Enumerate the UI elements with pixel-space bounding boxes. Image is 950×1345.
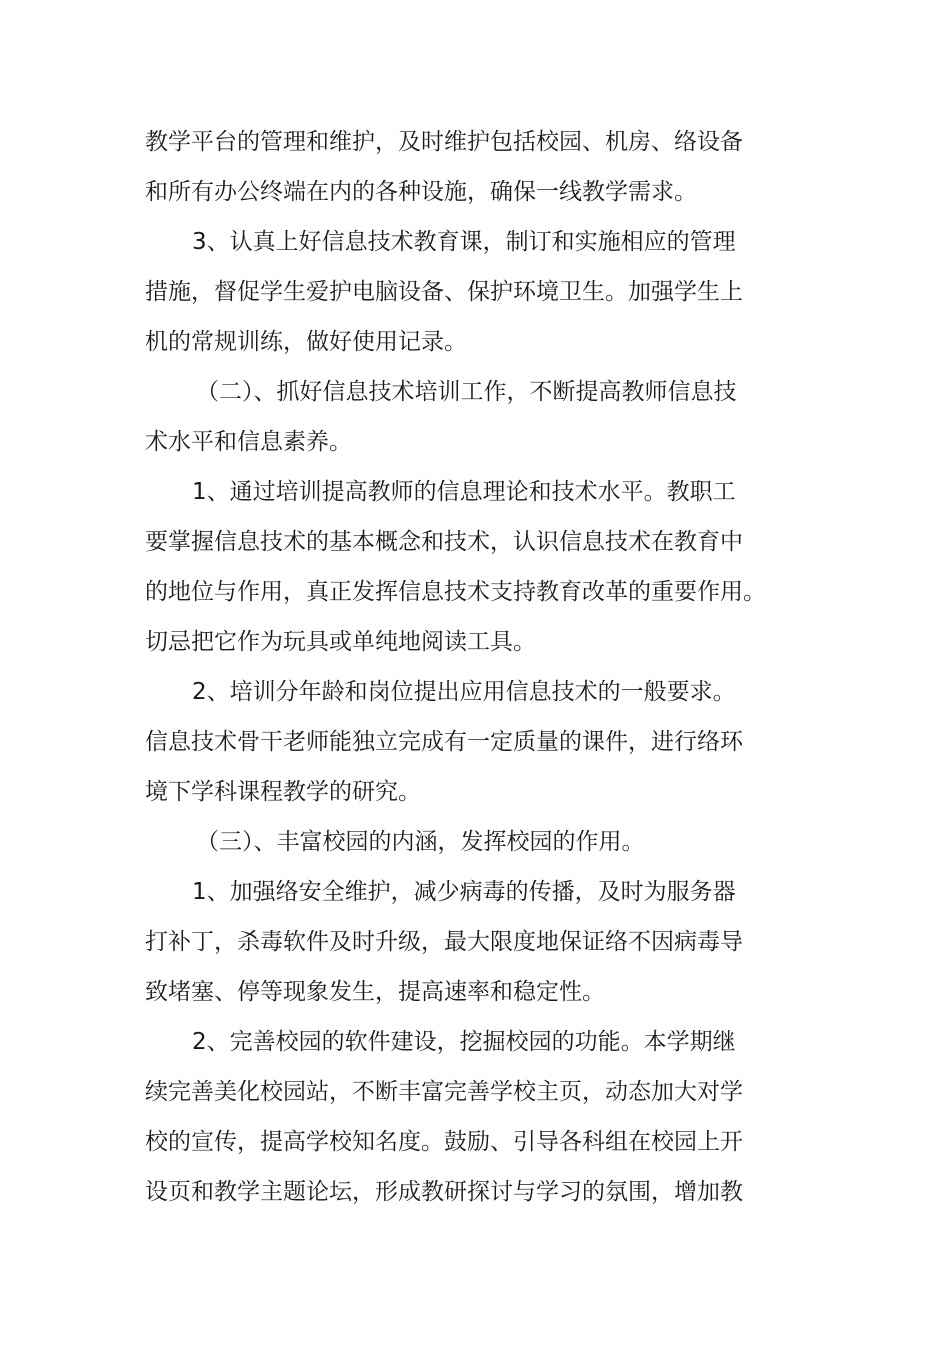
- text-line: 措施，督促学生爱护电脑设备、保护环境卫生。加强学生上: [145, 279, 743, 305]
- text-line: 打补丁，杀毒软件及时升级，最大限度地保证络不因病毒导: [145, 929, 743, 955]
- text-line: 切忌把它作为玩具或单纯地阅读工具。: [145, 629, 536, 655]
- text-line: 2、完善校园的软件建设，挖掘校园的功能。本学期继: [192, 1029, 736, 1055]
- text-line: 3、认真上好信息技术教育课，制订和实施相应的管理: [192, 229, 736, 255]
- text-line: 2、培训分年龄和岗位提出应用信息技术的一般要求。: [192, 679, 736, 705]
- text-line: 信息技术骨干老师能独立完成有一定质量的课件，进行络环: [145, 729, 743, 755]
- section-heading-line: （二）、抓好信息技术培训工作，不断提高教师信息技: [196, 379, 737, 405]
- text-line: 1、加强络安全维护，减少病毒的传播，及时为服务器: [192, 879, 736, 905]
- text-line: 续完善美化校园站，不断丰富完善学校主页，动态加大对学: [145, 1079, 743, 1105]
- text-line: 校的宣传，提高学校知名度。鼓励、引导各科组在校园上开: [145, 1129, 743, 1155]
- text-line: 1、通过培训提高教师的信息理论和技术水平。教职工: [192, 479, 736, 505]
- text-line: 要掌握信息技术的基本概念和技术，认识信息技术在教育中: [145, 529, 743, 555]
- text-line: 机的常规训练，做好使用记录。: [145, 329, 467, 355]
- text-line: 境下学科课程教学的研究。: [145, 779, 421, 805]
- section-heading-line: （三）、丰富校园的内涵，发挥校园的作用。: [196, 829, 645, 855]
- text-line: 设页和教学主题论坛，形成教研探讨与学习的氛围，增加教: [145, 1179, 743, 1205]
- text-line: 和所有办公终端在内的各种设施，确保一线教学需求。: [145, 179, 697, 205]
- text-line: 致堵塞、停等现象发生，提高速率和稳定性。: [145, 979, 605, 1005]
- text-line: 的地位与作用，真正发挥信息技术支持教育改革的重要作用。: [145, 579, 766, 605]
- section-heading-line: 术水平和信息素养。: [145, 429, 352, 455]
- text-line: 教学平台的管理和维护，及时维护包括校园、机房、络设备: [145, 129, 743, 155]
